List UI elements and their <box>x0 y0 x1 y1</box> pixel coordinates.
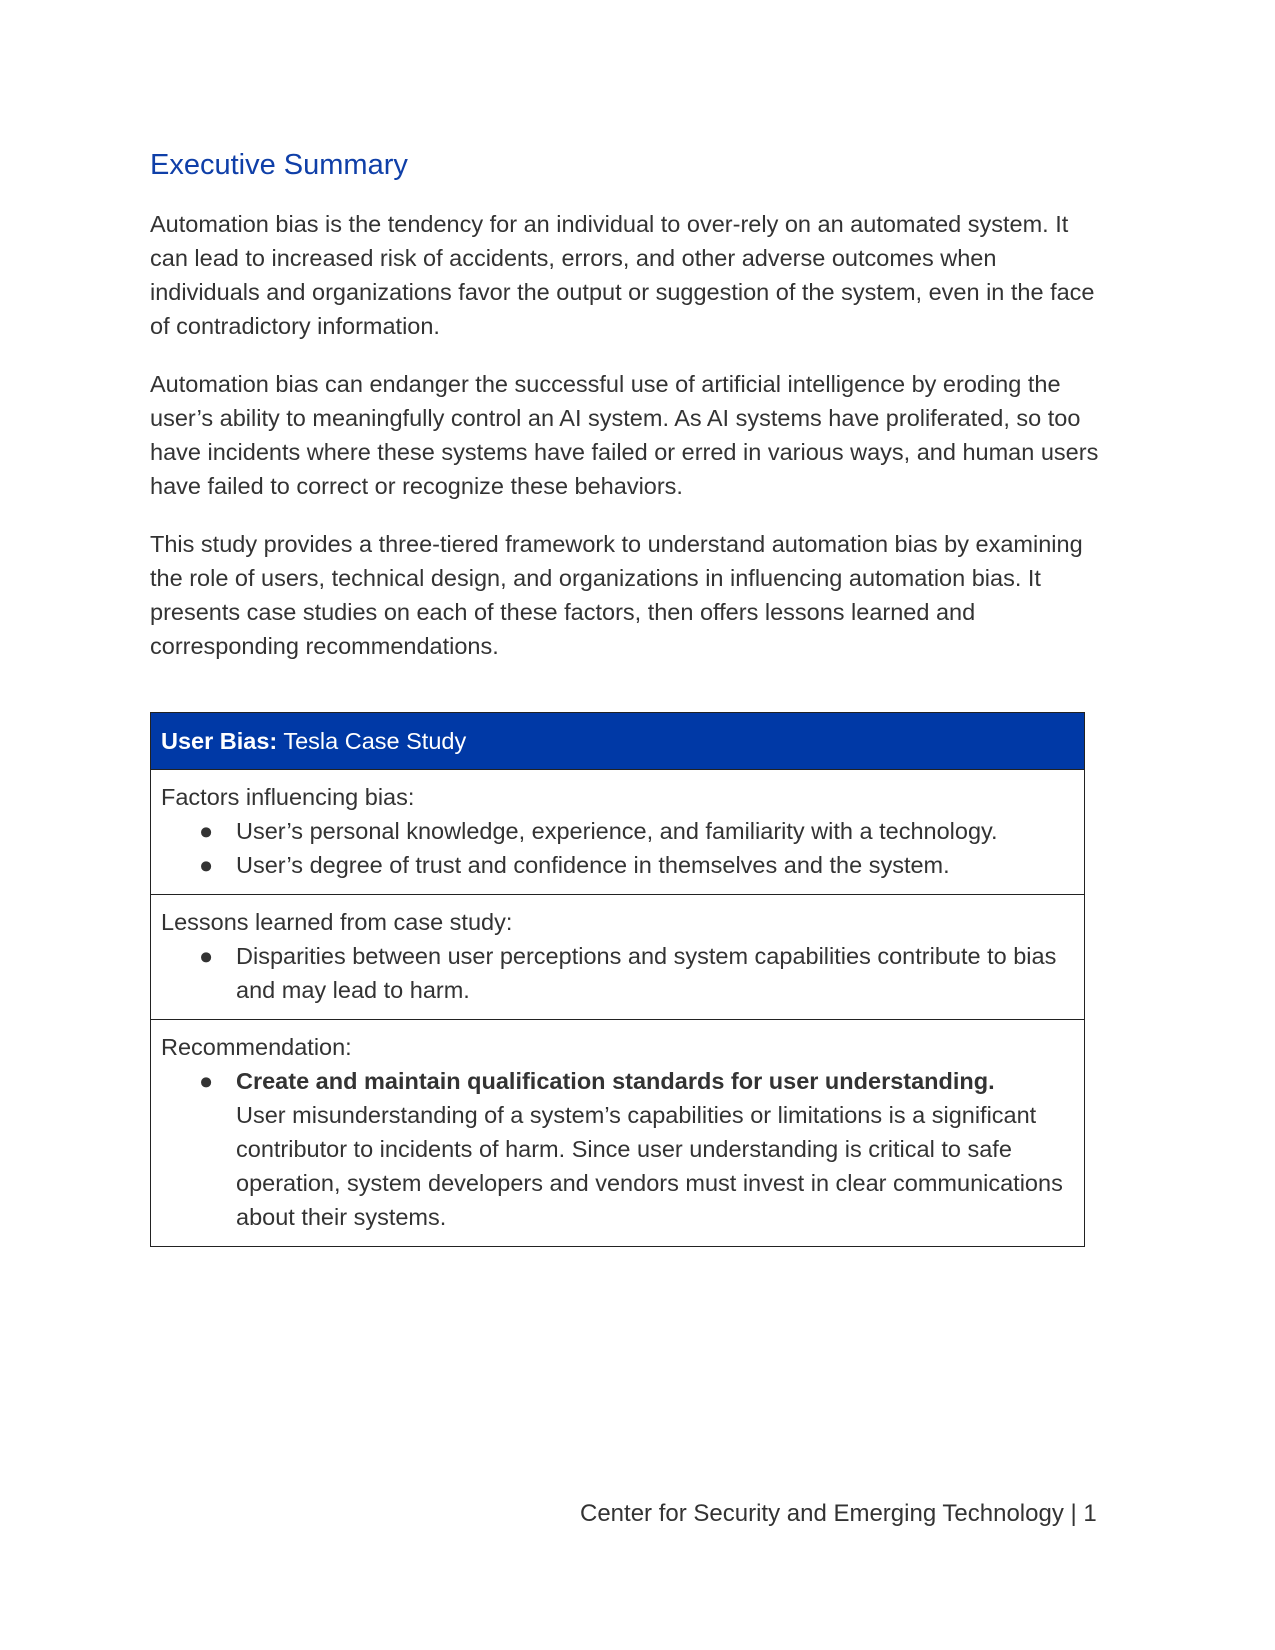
summary-paragraph-3: This study provides a three-tiered framework to understand automation bias by examining the role of users, technical design, and organizations in influencing automation bias. It presents case studies on each of these factors, then offers lessons learned and corresponding recommendations. <box>150 530 1083 659</box>
factors-section <box>151 770 1084 895</box>
recommendation-title: Create and maintain qualification standards for user understanding. <box>236 1068 995 1094</box>
recommendation-list <box>161 1064 1074 1234</box>
recommendation-label: Recommendation: <box>161 1034 352 1060</box>
lessons-label: Lessons learned from case study: <box>161 909 513 935</box>
summary-paragraph-1: Automation bias is the tendency for an individual to over-rely on an automated system. It can lead to increased risk of accidents, errors, and other adverse outcomes when individuals and organizations favor the output or suggestion of the system, even in the face of contradictory information. <box>150 210 1095 339</box>
factors-label: Factors influencing bias: <box>161 784 415 810</box>
page-title: Executive Summary <box>150 149 408 181</box>
page-footer: Center for Security and Emerging Technology | 1 <box>580 1500 1097 1527</box>
lessons-section <box>151 895 1084 1020</box>
list-item <box>161 1064 1074 1234</box>
factor-text: User’s degree of trust and confidence in themselves and the system. <box>236 852 950 878</box>
list-item <box>161 814 1074 848</box>
page-content <box>150 148 1110 687</box>
recommendation-section <box>151 1020 1084 1246</box>
bullet-icon: ● <box>199 943 214 969</box>
case-study-header-title: Tesla Case Study <box>277 728 467 754</box>
recommendation-text: User misunderstanding of a system’s capabilities or limitations is a significant contributor to incidents of harm. Since user understanding is critical to safe operation, system developers and vendors must invest in clear communications about their systems. <box>236 1102 1063 1230</box>
lessons-list <box>161 939 1074 1007</box>
factor-text: User’s personal knowledge, experience, and familiarity with a technology. <box>236 818 998 844</box>
lesson-text: Disparities between user perceptions and system capabilities contribute to bias and may lead to harm. <box>236 943 1057 1003</box>
bullet-icon: ● <box>199 852 214 878</box>
list-item <box>161 939 1074 1007</box>
list-item <box>161 848 1074 882</box>
bullet-icon: ● <box>199 818 214 844</box>
case-study-header <box>151 713 1084 770</box>
bullet-icon: ● <box>199 1068 214 1094</box>
case-study-header-bold: User Bias: <box>161 728 278 754</box>
case-study-box <box>150 712 1085 1247</box>
factors-list <box>161 814 1074 882</box>
summary-paragraph-2: Automation bias can endanger the successful use of artificial intelligence by eroding the user’s ability to meaningfully control an AI system. As AI systems have proliferated, so too have incidents where these systems have failed or erred in various ways, and human users have failed to correct or recognize these behaviors. <box>150 370 1099 499</box>
